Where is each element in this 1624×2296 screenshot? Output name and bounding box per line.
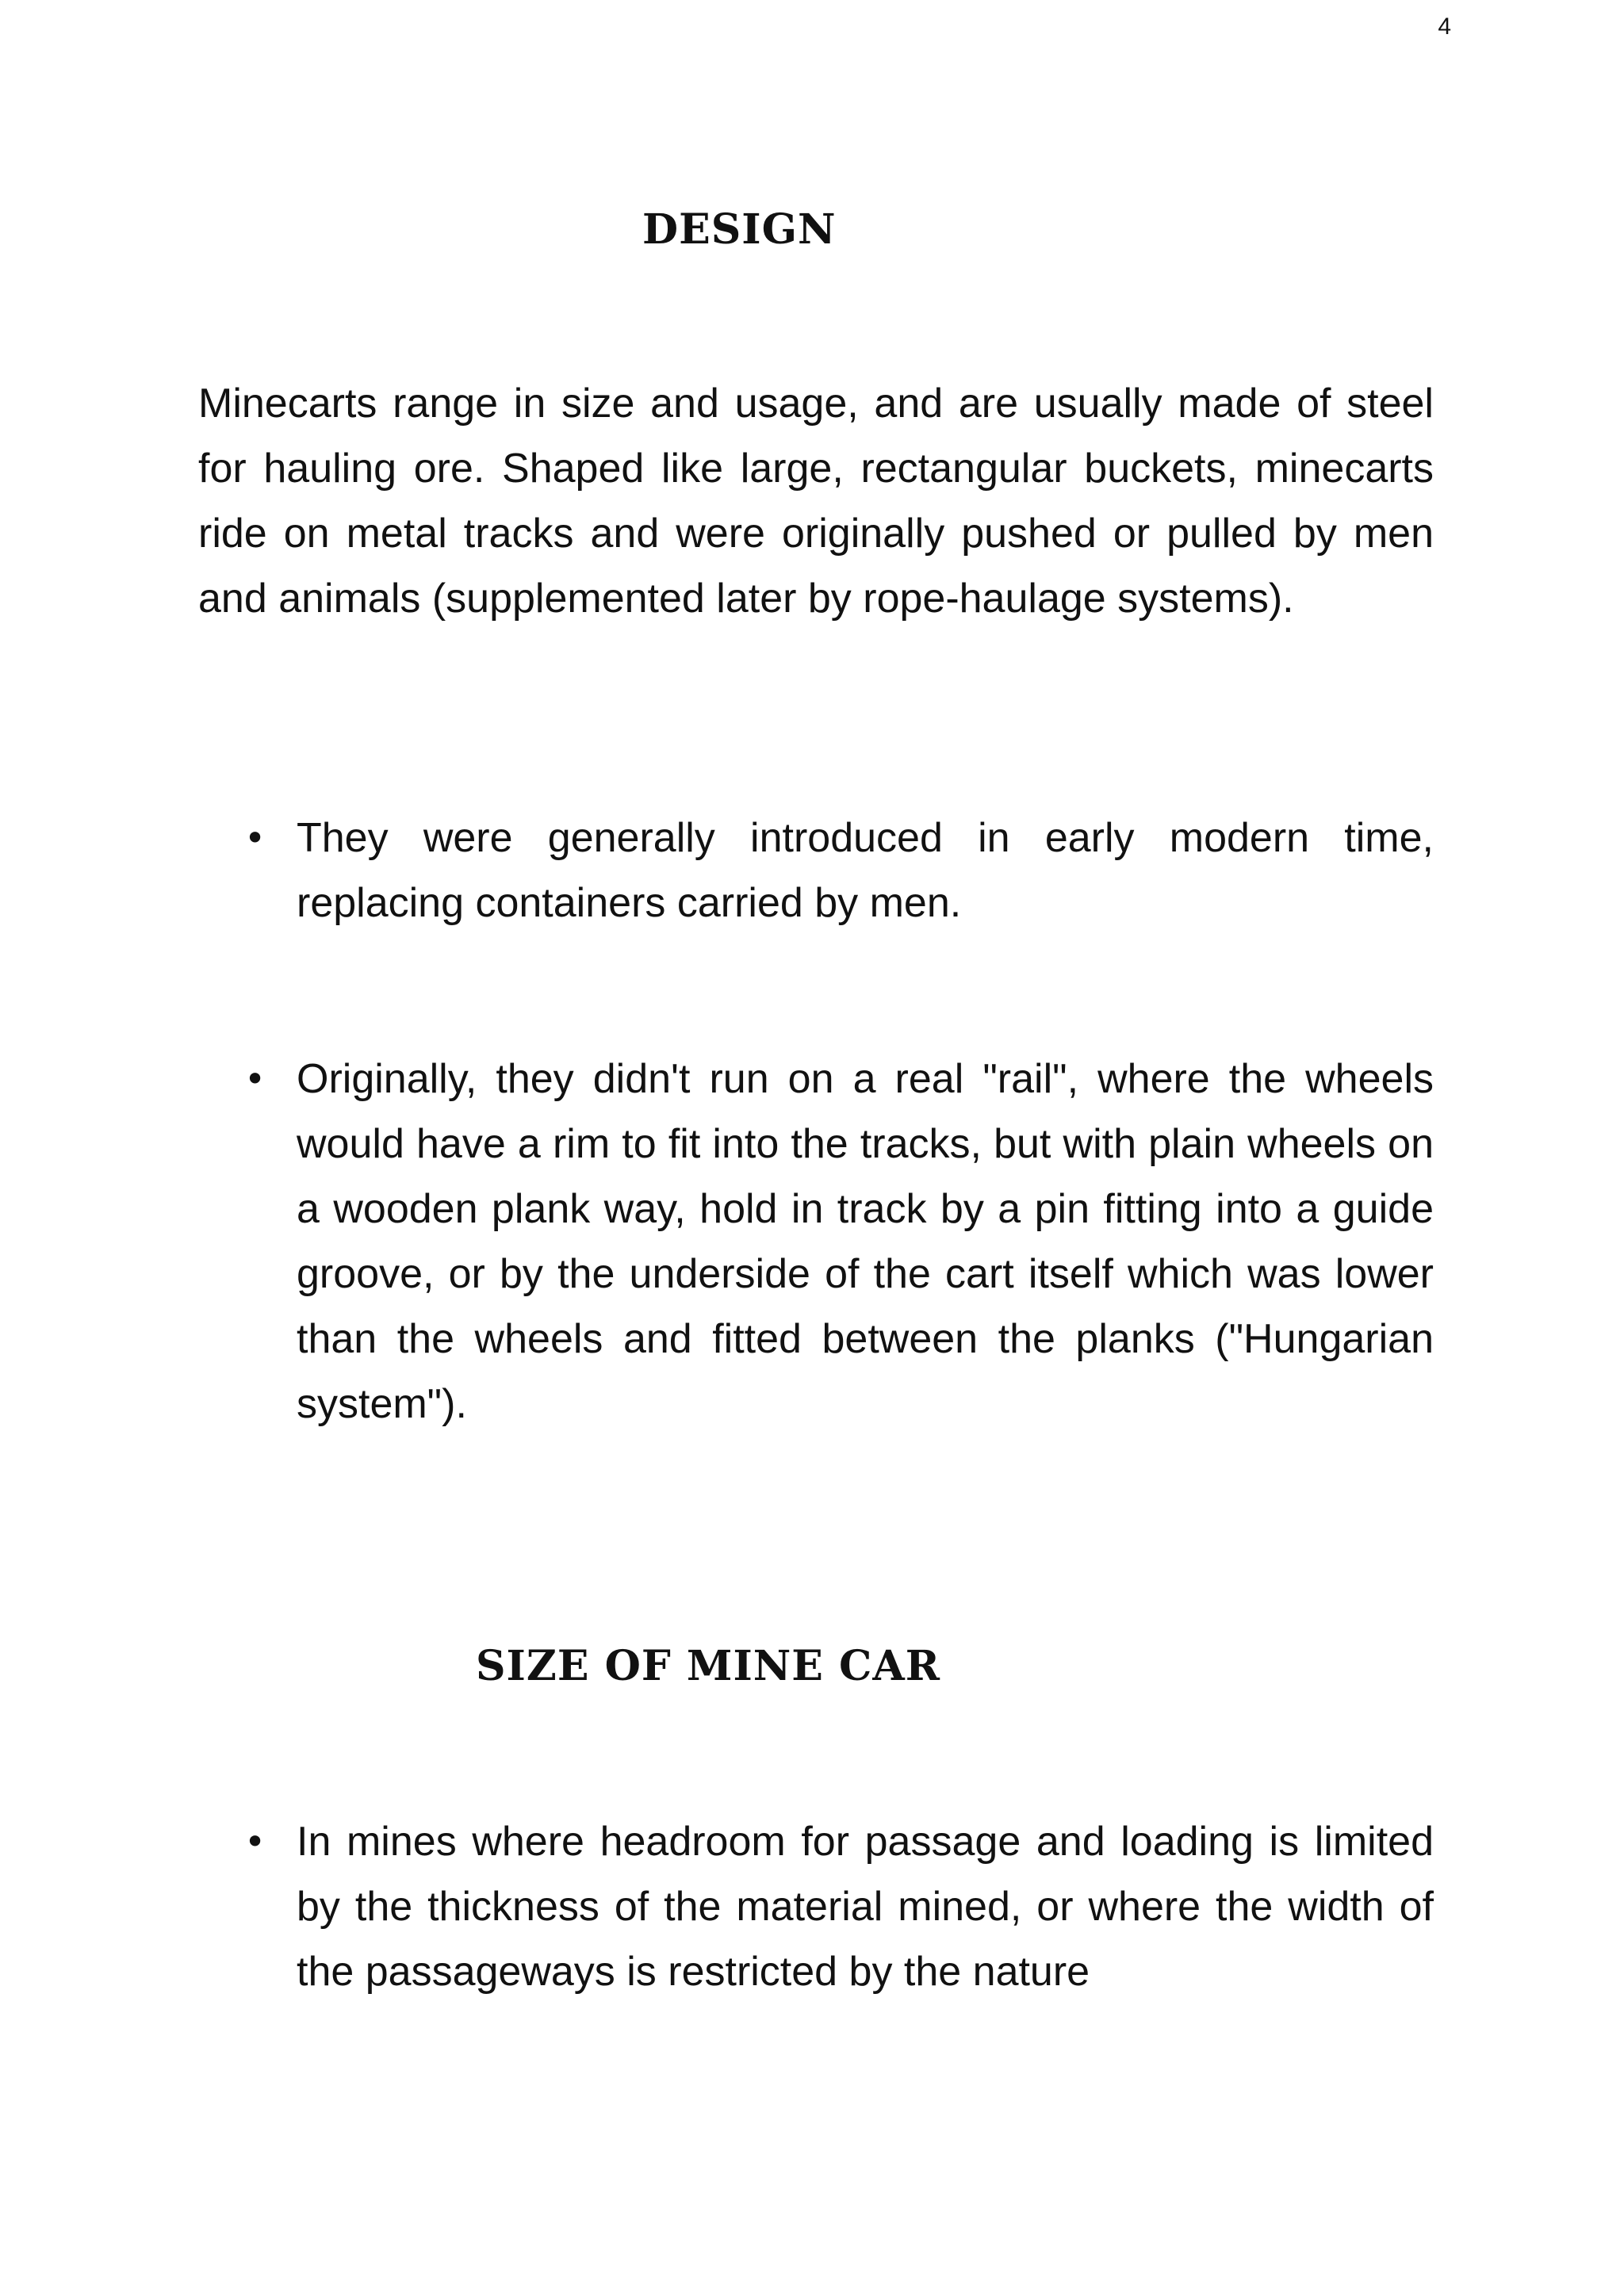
- bullet-icon: •: [244, 1058, 266, 1100]
- design-intro-paragraph: Minecarts range in size and usage, and are usually made of steel for hauling ore. Shaped like large, rectangular buckets, minecarts ride on metal tracks and were originally pushed or pulled by men and animals (supplemented later by rope-haulage systems).: [198, 381, 1434, 622]
- page-number: 4: [1438, 13, 1451, 40]
- list-item-text: They were generally introduced in early modern time, replacing containers carried by men.: [297, 815, 1434, 926]
- design-heading: DESIGN: [642, 205, 837, 254]
- list-item-text: In mines where headroom for passage and loading is limited by the thickness of the material mined, or where the width of the passageways is restricted by the nature: [297, 1819, 1434, 1995]
- bullet-icon: •: [244, 817, 266, 859]
- list-item-text: Originally, they didn't run on a real "rail", where the wheels would have a rim to fit into the tracks, but with plain wheels on a wooden plank way, hold in track by a pin fitting into a guide groove, or by the underside of the cart itself which was lower than the wheels and fitted between the planks ("Hungarian system").: [297, 1056, 1434, 1427]
- bullet-icon: •: [244, 1820, 266, 1863]
- size-heading: SIZE OF MINE CAR: [476, 1642, 940, 1690]
